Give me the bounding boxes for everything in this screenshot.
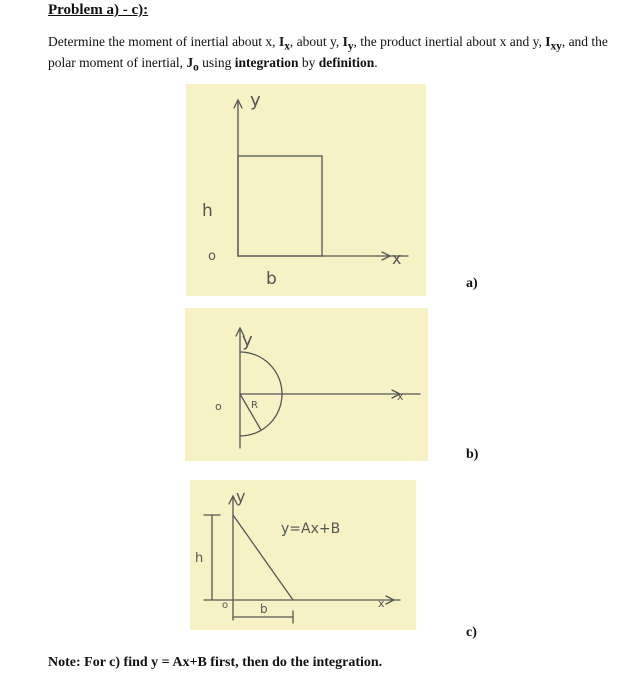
- statement-text-5: using: [198, 54, 235, 70]
- iy-symbol: $I_y$: [342, 34, 354, 53]
- figure-b-semicircle: [185, 308, 428, 461]
- statement-text-3: , the product inertial about x and y,: [353, 34, 546, 49]
- fig-b-origin-label: o: [215, 400, 222, 413]
- fig-b-y-label: y: [242, 330, 253, 351]
- part-c-label: c): [466, 625, 477, 640]
- fig-c-b-label: b: [260, 602, 268, 616]
- ix-symbol: $I_x$: [278, 34, 290, 53]
- statement-text-2: , about y,: [289, 34, 343, 49]
- statement-text-4: , and the polar moment of inertial,: [48, 34, 608, 70]
- fig-a-origin-label: o: [208, 249, 216, 264]
- statement-text-7: .: [374, 54, 378, 70]
- definition-word: definition: [318, 54, 375, 70]
- fig-c-h-label: h: [195, 551, 204, 566]
- part-b-label: b): [466, 447, 479, 462]
- statement-text-6: by: [298, 54, 319, 70]
- ixy-symbol: $I_{xy}$: [545, 34, 562, 53]
- fig-c-equation-label: y=Ax+B: [281, 521, 341, 537]
- fig-a-x-label: x: [392, 249, 402, 268]
- figure-c-triangle: [190, 480, 416, 630]
- integration-word: integration: [234, 54, 299, 70]
- fig-c-y-label: y: [236, 487, 246, 506]
- fig-a-h-label: h: [202, 201, 213, 221]
- fig-a-y-label: y: [250, 90, 261, 111]
- fig-b-radius-label: R: [251, 400, 258, 411]
- note-text: Note: For c) find y = Ax+B first, then do the integration.: [48, 655, 383, 670]
- fig-b-x-label: x: [397, 390, 404, 403]
- part-a-label: a): [466, 276, 478, 291]
- fig-c-x-label: x: [378, 597, 385, 610]
- jo-symbol: $J_o$: [186, 54, 199, 74]
- fig-c-origin-label: o: [222, 600, 229, 611]
- fig-a-b-label: b: [266, 269, 277, 289]
- problem-statement: [48, 34, 608, 75]
- statement-text-1: Determine the moment of inertial about x,: [48, 34, 279, 49]
- figure-a-rectangle: [186, 84, 426, 296]
- problem-heading: Problem a) - c):: [48, 2, 149, 18]
